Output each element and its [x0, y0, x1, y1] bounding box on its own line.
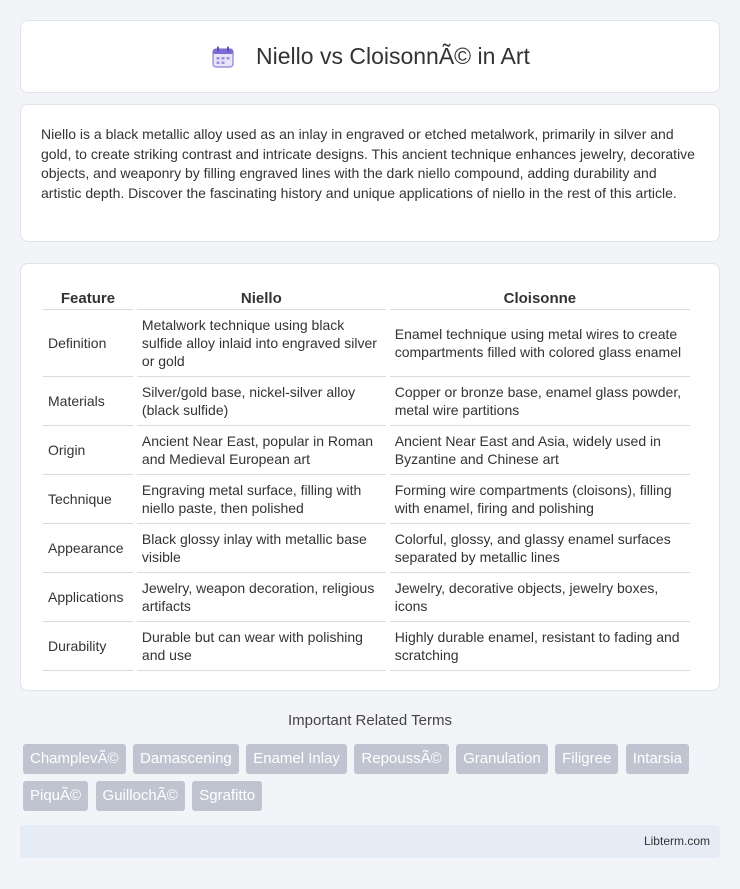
table-row — [43, 310, 690, 377]
related-term-tag[interactable]: Filigree — [555, 744, 618, 774]
table-row — [43, 622, 690, 671]
header-niello: Niello — [137, 284, 386, 310]
intro-card — [20, 104, 720, 242]
related-term-tag[interactable]: Sgrafitto — [192, 781, 262, 811]
title-card — [20, 20, 720, 93]
table-row — [43, 426, 690, 475]
row-feature: Origin — [43, 426, 133, 475]
table-row — [43, 377, 690, 426]
row-feature: Technique — [43, 475, 133, 524]
row-cloisonne: Forming wire compartments (cloisons), filling with enamel, firing and polishing — [390, 475, 690, 524]
row-cloisonne: Colorful, glossy, and glassy enamel surfaces separated by metallic lines — [390, 524, 690, 573]
related-term-tag[interactable]: ChamplevÃ© — [23, 744, 126, 774]
table-header-row — [43, 284, 690, 310]
row-cloisonne: Enamel technique using metal wires to create compartments filled with colored glass enamel — [390, 310, 690, 377]
row-niello: Durable but can wear with polishing and use — [137, 622, 386, 671]
header-cloisonne: Cloisonne — [390, 284, 690, 310]
table-row — [43, 475, 690, 524]
page-title: Niello vs CloisonnÃ© in Art — [256, 43, 530, 69]
comparison-table — [39, 284, 694, 671]
row-niello: Black glossy inlay with metallic base visible — [137, 524, 386, 573]
related-term-tag[interactable]: Granulation — [456, 744, 548, 774]
row-feature: Applications — [43, 573, 133, 622]
related-terms-title: Important Related Terms — [288, 712, 452, 729]
row-cloisonne: Jewelry, decorative objects, jewelry boxes, icons — [390, 573, 690, 622]
row-cloisonne: Ancient Near East and Asia, widely used in Byzantine and Chinese art — [390, 426, 690, 475]
footer — [20, 825, 720, 858]
related-terms-list — [23, 744, 703, 818]
calendar-icon — [210, 44, 236, 70]
row-niello: Jewelry, weapon decoration, religious artifacts — [137, 573, 386, 622]
row-cloisonne: Highly durable enamel, resistant to fading and scratching — [390, 622, 690, 671]
header-feature: Feature — [43, 284, 133, 310]
row-niello: Metalwork technique using black sulfide alloy inlaid into engraved silver or gold — [137, 310, 386, 377]
related-term-tag[interactable]: Intarsia — [626, 744, 689, 774]
row-feature: Durability — [43, 622, 133, 671]
row-feature: Materials — [43, 377, 133, 426]
comparison-card — [20, 263, 720, 691]
related-term-tag[interactable]: Damascening — [133, 744, 239, 774]
row-feature: Appearance — [43, 524, 133, 573]
related-term-tag[interactable]: GuillochÃ© — [96, 781, 185, 811]
table-row — [43, 573, 690, 622]
table-row — [43, 524, 690, 573]
footer-site-link[interactable]: Libterm.com — [643, 834, 710, 848]
row-niello: Ancient Near East, popular in Roman and Medieval European art — [137, 426, 386, 475]
related-term-tag[interactable]: RepoussÃ© — [354, 744, 448, 774]
related-term-tag[interactable]: Enamel Inlay — [246, 744, 347, 774]
related-term-tag[interactable]: PiquÃ© — [23, 781, 88, 811]
row-cloisonne: Copper or bronze base, enamel glass powder, metal wire partitions — [390, 377, 690, 426]
row-niello: Engraving metal surface, filling with niello paste, then polished — [137, 475, 386, 524]
row-feature: Definition — [43, 310, 133, 377]
intro-text: Niello is a black metallic alloy used as an inlay in engraved or etched metalwork, primarily in silver and gold, to create striking contrast and intricate designs. This ancient technique enhances jewelry, decorative objects, and weaponry by filling engraved lines with the dark niello compound, adding durability and artistic depth. Discover the fascinating history and unique applications of niello in the rest of this article. — [41, 126, 695, 201]
row-niello: Silver/gold base, nickel-silver alloy (black sulfide) — [137, 377, 386, 426]
